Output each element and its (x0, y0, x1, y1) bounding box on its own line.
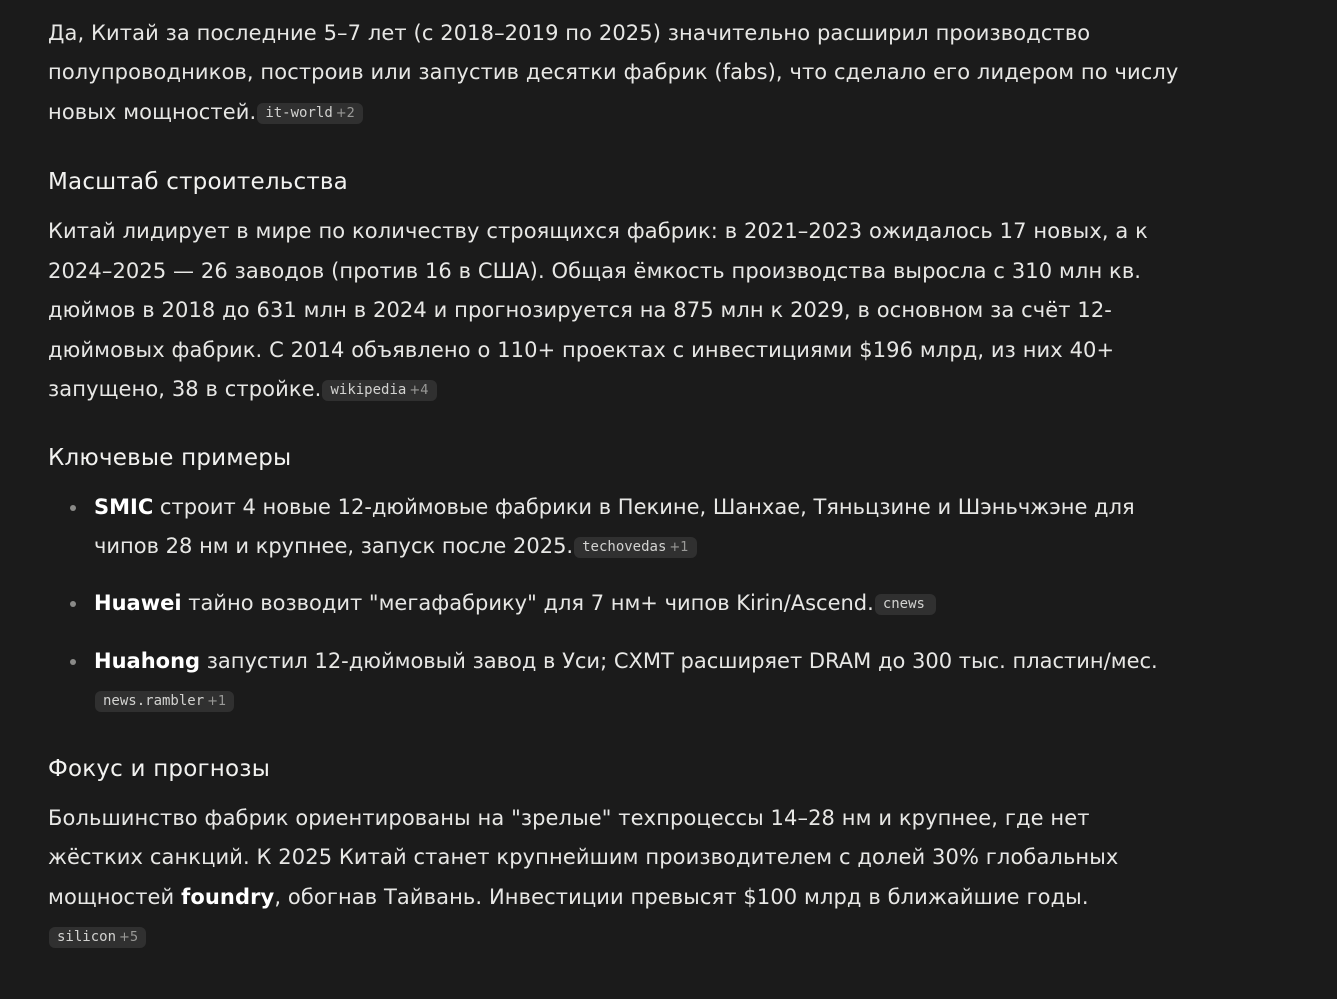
focus-paragraph (48, 799, 1187, 957)
citation-extra: +1 (207, 694, 227, 710)
section-heading-examples: Ключевые примеры (48, 444, 292, 471)
citation-chip[interactable] (95, 691, 234, 712)
citation-chip[interactable] (574, 537, 696, 558)
citation-chip[interactable] (257, 103, 363, 124)
list-item (48, 642, 1187, 721)
citation-source: wikipedia (330, 382, 407, 399)
list-item-lead: SMIC (94, 494, 154, 519)
citation-source: silicon (57, 929, 117, 946)
list-item-text: тайно возводит "мегафабрику" для 7 нм+ чипов Kirin/Ascend. (181, 591, 874, 616)
intro-paragraph (48, 14, 1187, 132)
citation-chip[interactable] (49, 927, 146, 948)
list-item (48, 584, 1187, 623)
focus-text-bold: foundry (181, 884, 275, 909)
citation-source: it-world (265, 104, 333, 121)
citation-source: techovedas (582, 539, 667, 555)
list-item-lead: Huahong (94, 648, 201, 673)
citation-extra: +1 (669, 540, 689, 555)
list-item (48, 488, 1187, 567)
citation-chip[interactable] (322, 380, 436, 401)
focus-text-part2: , обогнав Тайвань. Инвестиции превысят $100 млрд в ближайшие годы. (274, 884, 1089, 909)
citation-extra: +4 (409, 383, 429, 399)
list-item-text: запустил 12-дюймовый завод в Уси; CXMT расширяет DRAM до 300 тыс. пластин/мес. (200, 648, 1158, 673)
section-heading-scale: Масштаб строительства (48, 169, 348, 196)
citation-extra: +2 (335, 105, 355, 121)
intro-text: Да, Китай за последние 5–7 лет (с 2018–2019 по 2025) значительно расширил производство полупроводников, построив или запустив десятки фабрик (fabs), что сделало его лидером по числу новых мощностей. (48, 21, 1179, 124)
list-item-text: строит 4 новые 12-дюймовые фабрики в Пекине, Шанхае, Тяньцзине и Шэньчжэне для чипов 28 нм и крупнее, запуск после 2025. (94, 494, 1135, 558)
focus-text-part1: Большинство фабрик ориентированы на "зрелые" техпроцессы 14–28 нм и крупнее, где нет жёстких санкций. К 2025 Китай станет крупнейшим производителем с долей 30% глобальных мощностей (48, 805, 1119, 909)
citation-chip[interactable] (875, 594, 936, 615)
examples-list (48, 488, 1187, 721)
list-item-lead: Huawei (94, 591, 182, 616)
citation-source: cnews (882, 596, 925, 613)
citation-source: news.rambler (103, 693, 205, 710)
section-heading-focus: Фокус и прогнозы (48, 755, 271, 782)
scale-paragraph (48, 212, 1187, 409)
citation-extra: +5 (119, 930, 139, 946)
scale-text: Китай лидирует в мире по количеству строящихся фабрик: в 2021–2023 ожидалось 17 новых, а к 2024–2025 — 26 заводов (против 16 в США). Общая ёмкость производства выросла с 310 млн кв. дюймов в 2018 до 631 млн в 2024 и прогнозируется на 875 млн к 2029, в основном за счёт 12-дюймовых фабрик. С 2014 объявлено о 110+ проектах с инвестициями $196 млрд, из них 40+ запущено, 38 в стройке. (48, 219, 1148, 402)
